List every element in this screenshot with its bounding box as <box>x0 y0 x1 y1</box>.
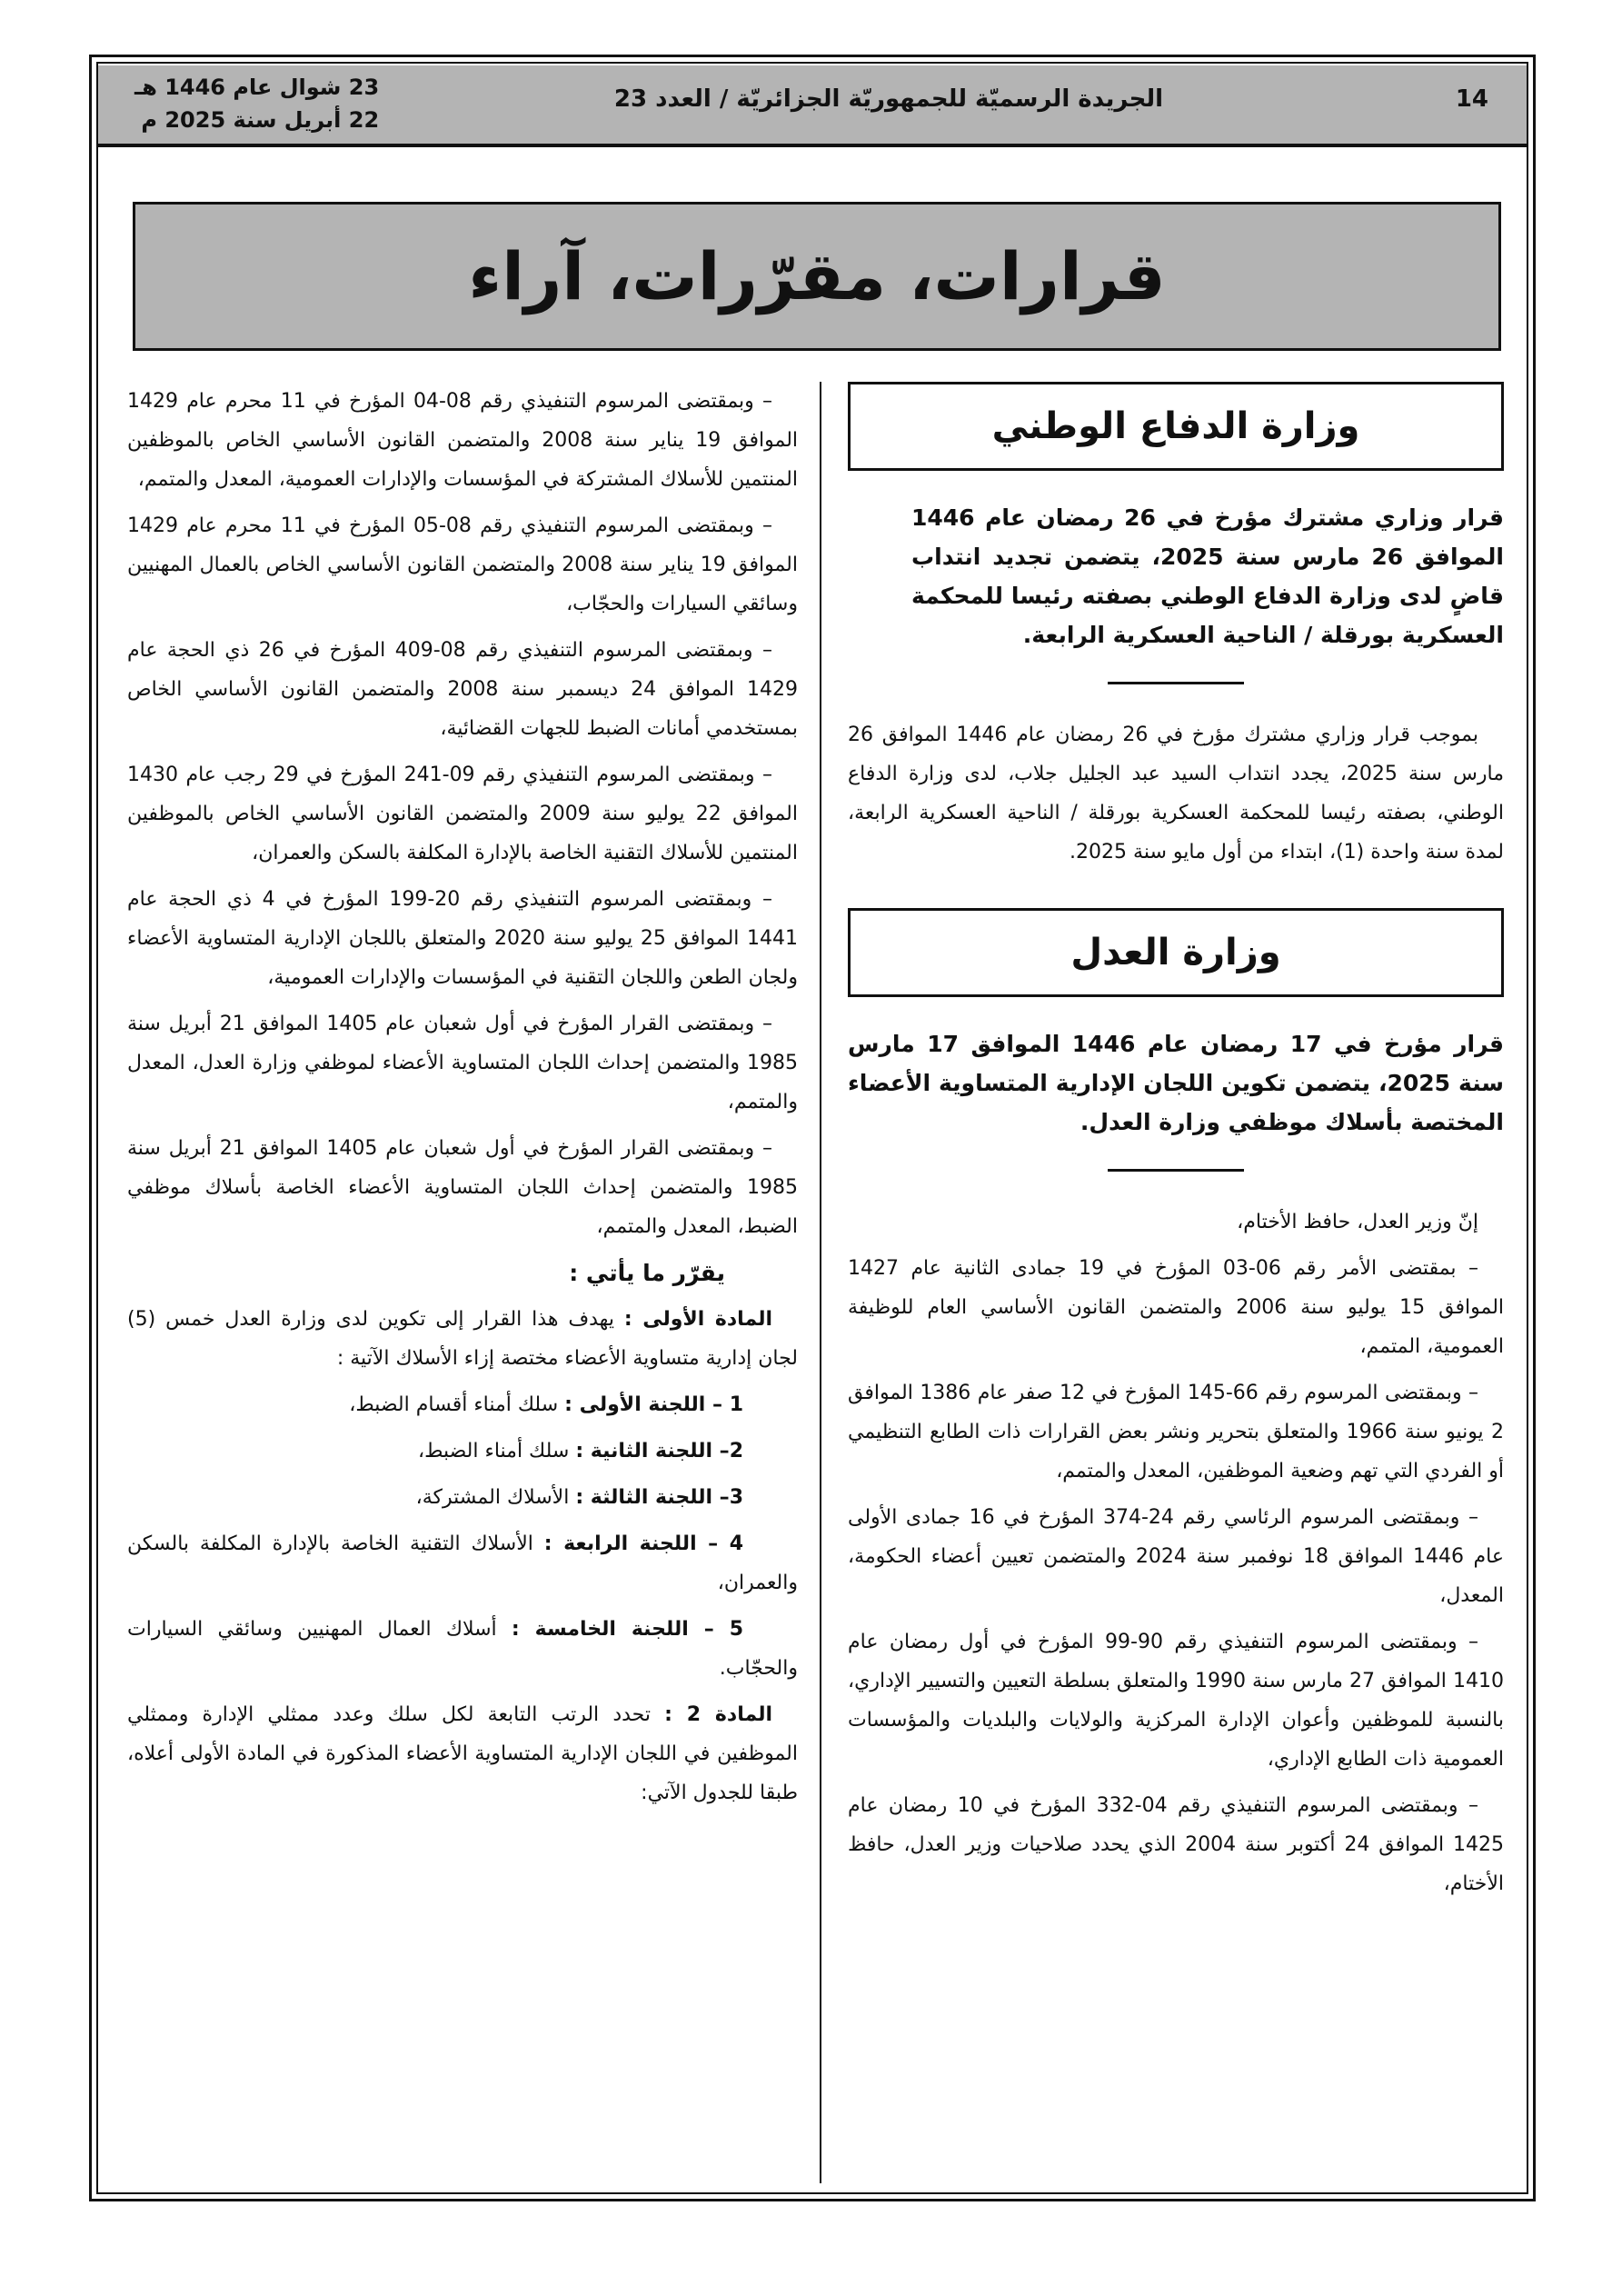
committee-text: الأسلاك التقنية الخاصة بالإدارة المكلفة بالسكن والعمران، <box>127 1532 798 1594</box>
committee-number: 5 – <box>688 1618 743 1641</box>
justice-intro: إنّ وزير العدل، حافظ الأختام، <box>1237 1211 1478 1233</box>
committee-item <box>127 1432 798 1471</box>
committee-item <box>127 1385 798 1424</box>
ministry-defense-box <box>848 382 1504 471</box>
decides-heading: يقرّر ما يأتي : <box>569 1260 725 1286</box>
legal-basis-paragraph: – وبمقتضى المرسوم الرئاسي رقم 24-374 المؤرخ في 16 جمادى الأولى عام 1446 الموافق 18 نوفمبر سنة 2024 والمتضمن تعيين أعضاء الحكومة، المعدل، <box>848 1506 1504 1607</box>
separator-rule <box>1108 1169 1244 1172</box>
ministry-defense-name: وزارة الدفاع الوطني <box>991 404 1360 447</box>
journal-title: الجريدة الرسميّة للجمهوريّة الجزائريّة / العدد 23 <box>613 85 1163 113</box>
committee-number: 4 – <box>696 1532 743 1555</box>
legal-basis-paragraph: – وبمقتضى المرسوم رقم 66-145 المؤرخ في 12 صفر عام 1386 الموافق 2 يونيو سنة 1966 والمتعلق بتحرير ونشر بعض القرارات ذات الطابع التنظيمي أو الفردي التي تهم وضعية الموظفين، المعدل والمتمم، <box>848 1382 1504 1482</box>
legal-basis-paragraph: – وبمقتضى القرار المؤرخ في أول شعبان عام 1405 الموافق 21 أبريل سنة 1985 والمتضمن إحداث اللجان المتساوية الأعضاء لموظفي وزارة العدل، المعدل والمتمم، <box>127 1013 798 1113</box>
date-hijri: 23 شوال عام 1446 هـ <box>134 75 380 100</box>
legal-basis-paragraph: – وبمقتضى المرسوم التنفيذي رقم 08-409 المؤرخ في 26 ذي الحجة عام 1429 الموافق 24 ديسمبر سنة 2008 والمتضمن القانون الأساسي الخاص بمستخدمي أمانات الضبط للجهات القضائية، <box>127 639 798 740</box>
article-2-label: المادة 2 : <box>664 1703 773 1726</box>
committee-label: اللجنة الثالثة : <box>575 1486 713 1509</box>
issue-date <box>134 71 379 136</box>
defense-decision-title: قرار وزاري مشترك مؤرخ في 26 رمضان عام 1446 الموافق 26 مارس سنة 2025، يتضمن تجديد انتداب قاضٍ لدى وزارة الدفاع الوطني بصفته رئيسا للمحكمة العسكرية بورقلة / الناحية العسكرية الرابعة. <box>911 504 1504 648</box>
separator-rule <box>1108 682 1244 684</box>
date-gregorian: 22 أبريل سنة 2025 م <box>141 107 380 133</box>
legal-basis-paragraph: – وبمقتضى المرسوم التنفيذي رقم 20-199 المؤرخ في 4 ذي الحجة عام 1441 الموافق 25 يوليو سنة 2020 والمتعلق باللجان الإدارية المتساوية الأعضاء ولجان الطعن واللجان التقنية في المؤسسات والإدارات العمومية، <box>127 888 798 989</box>
article-1-label: المادة الأولى : <box>623 1308 772 1331</box>
legal-basis-paragraph: – وبمقتضى المرسوم التنفيذي رقم 08-05 المؤرخ في 11 محرم عام 1429 الموافق 19 يناير سنة 2008 والمتضمن القانون الأساسي الخاص بالعمال المهنيين وسائقي السيارات والحجّاب، <box>127 514 798 615</box>
legal-basis-paragraph: – وبمقتضى المرسوم التنفيذي رقم 09-241 المؤرخ في 29 رجب عام 1430 الموافق 22 يوليو سنة 2009 والمتضمن القانون الأساسي الخاص بالموظفين المنتمين للأسلاك التقنية الخاصة بالإدارة المكلفة بالسكن والعمران، <box>127 764 798 864</box>
committee-text: الأسلاك المشتركة، <box>415 1486 576 1509</box>
article-1 <box>127 1300 798 1378</box>
right-column <box>848 382 1504 1911</box>
committee-number: 3– <box>712 1486 743 1509</box>
article-1-text: يهدف هذا القرار إلى تكوين لدى وزارة العدل خمس (5) لجان إدارية متساوية الأعضاء مختصة إزاء الأسلاك الآتية : <box>127 1308 798 1370</box>
legal-basis-paragraph: – وبمقتضى القرار المؤرخ في أول شعبان عام 1405 الموافق 21 أبريل سنة 1985 والمتضمن إحداث اللجان المتساوية الأعضاء الخاصة بأسلاك موظفي الضبط، المعدل والمتمم، <box>127 1137 798 1238</box>
ministry-justice-box <box>848 908 1504 997</box>
committee-label: اللجنة الخامسة : <box>511 1618 689 1641</box>
legal-basis-paragraph: – وبمقتضى المرسوم التنفيذي رقم 08-04 المؤرخ في 11 محرم عام 1429 الموافق 19 يناير سنة 2008 والمتضمن القانون الأساسي الخاص بالموظفين المنتمين للأسلاك المشتركة في المؤسسات والإدارات العمومية، المعدل والمتمم، <box>127 390 799 491</box>
legal-basis-paragraph: – بمقتضى الأمر رقم 06-03 المؤرخ في 19 جمادى الثانية عام 1427 الموافق 15 يوليو سنة 2006 والمتضمن القانون الأساسي العام للوظيفة العمومية، المتمم، <box>848 1257 1505 1358</box>
committee-text: سلك أمناء أقسام الضبط، <box>349 1393 565 1416</box>
committee-label: اللجنة الأولى : <box>564 1393 706 1416</box>
defense-decision-body: بموجب قرار وزاري مشترك مؤرخ في 26 رمضان عام 1446 الموافق 26 مارس سنة 2025، يجدد انتداب السيد عبد الجليل جلاب، لدى وزارة الدفاع الوطني، بصفته رئيسا للمحكمة العسكرية بورقلة / الناحية العسكرية الرابعة، لمدة سنة واحدة (1)، ابتداء من أول مايو سنة 2025. <box>848 724 1504 863</box>
page-header <box>98 65 1527 147</box>
committee-label: اللجنة الرابعة : <box>543 1532 697 1555</box>
page-number: 14 <box>1455 85 1488 113</box>
committee-item <box>127 1478 798 1517</box>
left-column <box>127 382 798 1820</box>
column-divider <box>820 382 821 2183</box>
committee-number: 1 – <box>705 1393 743 1416</box>
legal-basis-paragraph: – وبمقتضى المرسوم التنفيذي رقم 04-332 المؤرخ في 10 رمضان عام 1425 الموافق 24 أكتوبر سنة 2004 الذي يحدد صلاحيات وزير العدل، حافظ الأختام، <box>848 1794 1504 1895</box>
committee-text: أسلاك العمال المهنيين وسائقي السيارات والحجّاب. <box>127 1618 798 1680</box>
ministry-justice-name: وزارة العدل <box>1070 931 1281 973</box>
committee-text: سلك أمناء الضبط، <box>417 1440 576 1462</box>
committee-item <box>127 1524 798 1602</box>
section-title-box <box>133 202 1501 351</box>
justice-decision-title: قرار مؤرخ في 17 رمضان عام 1446 الموافق 17 مارس سنة 2025، يتضمن تكوين اللجان الإدارية المتساوية الأعضاء المختصة بأسلاك موظفي وزارة العدل. <box>848 1031 1504 1135</box>
legal-basis-paragraph: – وبمقتضى المرسوم التنفيذي رقم 90-99 المؤرخ في أول رمضان عام 1410 الموافق 27 مارس سنة 1990 والمتعلق بسلطة التعيين والتسيير الإداري، بالنسبة للموظفين وأعوان الإدارة المركزية والولايات والبلديات والمؤسسات العمومية ذات الطابع الإداري، <box>848 1631 1504 1771</box>
committee-number: 2– <box>712 1440 743 1462</box>
committee-item <box>127 1610 798 1688</box>
section-title: قرارات، مقرّرات، آراء <box>468 238 1166 314</box>
committee-label: اللجنة الثانية : <box>575 1440 713 1462</box>
article-2-text: تحدد الرتب التابعة لكل سلك وعدد ممثلي الإدارة وممثلي الموظفين في اللجان الإدارية المتساوية الأعضاء المذكورة في المادة الأولى أعلاه، طبقا للجدول الآتي: <box>127 1703 798 1804</box>
article-2 <box>127 1695 798 1812</box>
